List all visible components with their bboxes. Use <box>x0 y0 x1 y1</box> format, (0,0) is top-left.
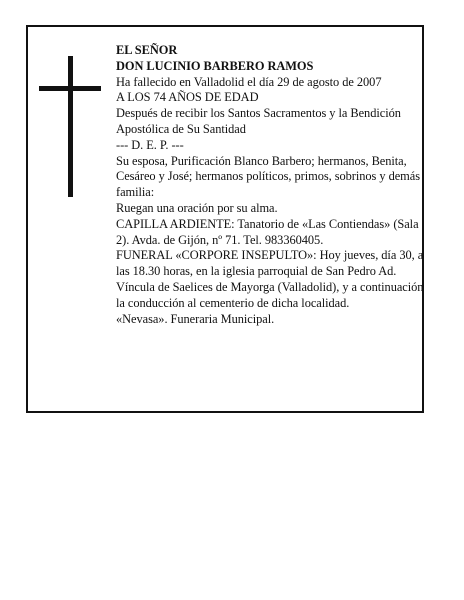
notice-body <box>116 43 424 327</box>
prayer-line: Ruegan una oración por su alma. <box>116 200 278 215</box>
cross-icon <box>68 56 73 197</box>
death-announcement: Ha fallecido en Valladolid el día 29 de agosto de 2007 <box>116 74 382 89</box>
notice-title-line1: EL SEÑOR <box>116 43 178 57</box>
deceased-name: DON LUCINIO BARBERO RAMOS <box>116 58 314 73</box>
funeral-line: FUNERAL «CORPORE INSEPULTO»: Hoy jueves, día 30, a las 18.30 horas, en la iglesia parroquial de San Pedro Ad. Víncula de Saelices de Mayorga (Valladolid), y a continuación la conducción al cementerio de dicha localidad. <box>116 248 424 310</box>
age-line: A LOS 74 AÑOS DE EDAD <box>116 90 259 105</box>
funeral-home-line: «Nevasa». Funeraria Municipal. <box>116 311 275 326</box>
chapel-line: CAPILLA ARDIENTE: Tanatorio de «Las Contiendas» (Sala 2). Avda. de Gijón, nº 71. Tel. 983360405. <box>116 216 419 247</box>
cross-icon-bar <box>39 86 101 91</box>
rip-line: --- D. E. P. --- <box>116 137 184 152</box>
family-line: Su esposa, Purificación Blanco Barbero; hermanos, Benita, Cesáreo y José; hermanos políticos, primos, sobrinos y demás familia: <box>116 153 420 200</box>
sacraments-line: Después de recibir los Santos Sacramentos y la Bendición Apostólica de Su Santidad <box>116 106 401 136</box>
obituary-notice <box>26 25 424 413</box>
